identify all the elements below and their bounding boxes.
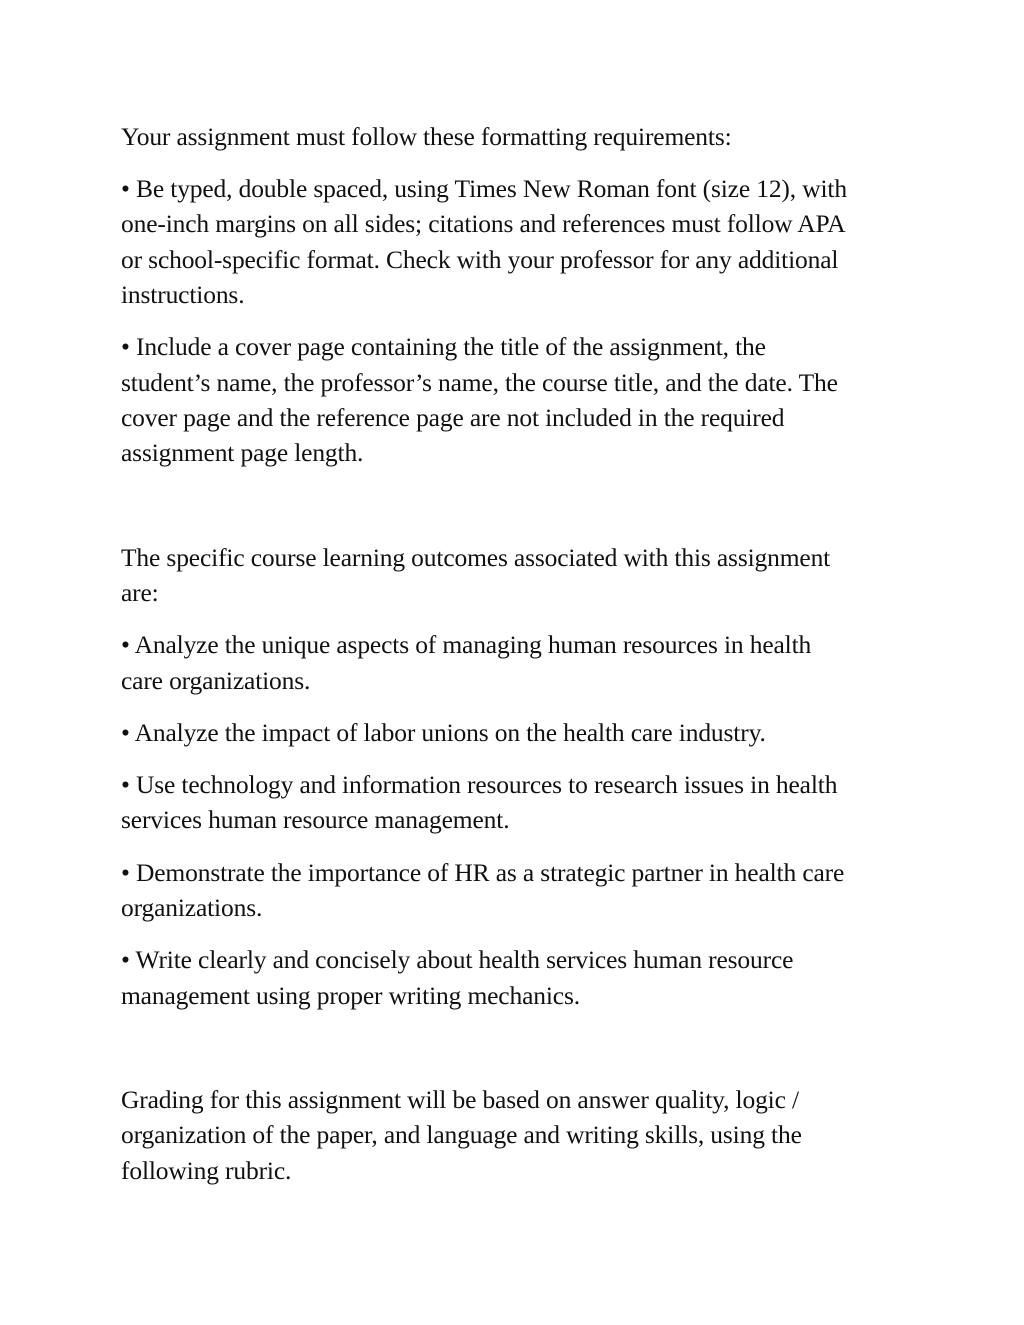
outcomes-heading-line: The specific course learning outcomes associated with this assignment	[121, 543, 831, 572]
formatting-heading: Your assignment must follow these formatting requirements:	[121, 122, 732, 151]
outcome-item-line: organizations.	[121, 893, 263, 922]
formatting-item-line: one-inch margins on all sides; citations and references must follow APA	[121, 209, 846, 238]
outcome-item-line: • Analyze the impact of labor unions on the health care industry.	[121, 718, 766, 747]
outcome-item-line: • Use technology and information resources to research issues in health	[121, 770, 838, 799]
grading-line: Grading for this assignment will be based on answer quality, logic /	[121, 1085, 799, 1114]
formatting-item-line: • Include a cover page containing the title of the assignment, the	[121, 332, 766, 361]
formatting-item-line: assignment page length.	[121, 438, 364, 467]
formatting-item-line: instructions.	[121, 280, 245, 309]
outcome-item-line: • Demonstrate the importance of HR as a strategic partner in health care	[121, 858, 845, 887]
formatting-item-line: student’s name, the professor’s name, the course title, and the date. The	[121, 368, 838, 397]
grading-line: following rubric.	[121, 1156, 292, 1185]
outcome-item-line: • Write clearly and concisely about health services human resource	[121, 945, 794, 974]
outcome-item-line: care organizations.	[121, 666, 311, 695]
formatting-item-line: • Be typed, double spaced, using Times New Roman font (size 12), with	[121, 174, 847, 203]
formatting-item-line: cover page and the reference page are not included in the required	[121, 403, 785, 432]
outcome-item-line: management using proper writing mechanics.	[121, 981, 580, 1010]
formatting-item-line: or school-specific format. Check with your professor for any additional	[121, 245, 839, 274]
grading-line: organization of the paper, and language and writing skills, using the	[121, 1120, 802, 1149]
outcomes-heading-line: are:	[121, 578, 159, 607]
outcome-item-line: services human resource management.	[121, 805, 510, 834]
outcome-item-line: • Analyze the unique aspects of managing human resources in health	[121, 630, 812, 659]
